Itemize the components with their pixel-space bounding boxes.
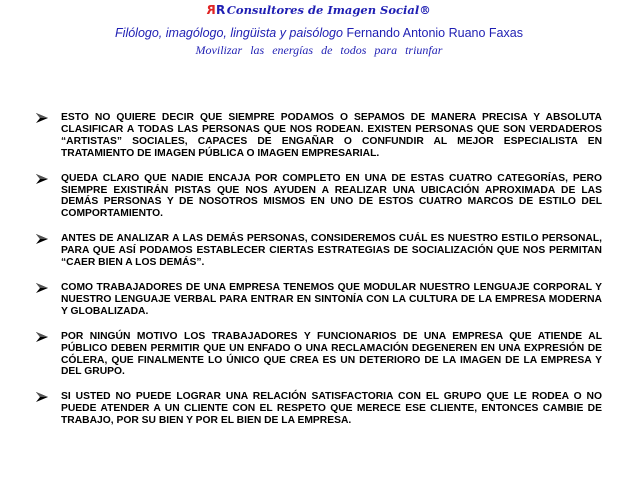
arrowhead-bullet-icon <box>36 332 48 342</box>
brand-line <box>0 3 638 17</box>
author-roles: Filólogo, imagólogo, lingüista y paisólogo <box>115 26 343 40</box>
slogan: Movilizar las energías de todos para triunfar <box>195 43 443 57</box>
arrowhead-bullet-icon <box>36 392 48 402</box>
bullet-item <box>36 331 602 379</box>
bullet-item <box>36 391 602 427</box>
arrowhead-bullet-icon <box>36 283 48 293</box>
brand-logo <box>207 3 225 17</box>
bullet-item <box>36 112 602 160</box>
arrowhead-bullet-icon <box>36 174 48 184</box>
bullet-item <box>36 233 602 269</box>
author-byline <box>0 26 638 41</box>
bullet-list <box>36 112 602 440</box>
author-name: Fernando Antonio Ruano Faxas <box>346 26 523 40</box>
bullet-text: POR NINGÚN MOTIVO LOS TRABAJADORES Y FUNCIONARIOS DE UNA EMPRESA QUE ATIENDE AL PÚBLICO DEBEN PERMITIR QUE UN ENFADO O UNA RECLAMACIÓN DEGENEREN EN UNA EXPRESIÓN DE CÓLERA, QUE FINALMENTE LO ÚNICO QUE CREA ES UN DETERIORO DE LA IMAGEN DE LA EMPRESA Y DEL GRUPO. <box>61 330 602 378</box>
arrowhead-bullet-icon <box>36 234 48 244</box>
arrowhead-bullet-icon <box>36 113 48 123</box>
bullet-item <box>36 282 602 318</box>
brand-name: Consultores de Imagen Social® <box>226 3 431 17</box>
bullet-text: QUEDA CLARO QUE NADIE ENCAJA POR COMPLETO EN UNA DE ESTAS CUATRO CATEGORÍAS, PERO SIEMPRE EXISTIRÁN PISTAS QUE NOS AYUDEN A REALIZAR UNA UBICACIÓN APROXIMADA DE LAS DEMÁS PERSONAS Y DE NOSOTROS MISMOS EN UNO DE ESTOS CUATRO MARCOS DE ESTILO DEL COMPORTAMIENTO. <box>61 172 602 220</box>
bullet-text: ESTO NO QUIERE DECIR QUE SIEMPRE PODAMOS O SEPAMOS DE MANERA PRECISA Y ABSOLUTA CLASIFICAR A TODAS LAS PERSONAS QUE NOS RODEAN. EXISTEN PERSONAS QUE SON VERDADEROS “ARTISTAS” SOCIALES, CAPACES DE ENGAÑAR O CONFUNDIR AL MEJOR ESPECIALISTA EN TRATAMIENTO DE IMAGEN PÚBLICA O IMAGEN EMPRESARIAL. <box>61 112 602 159</box>
bullet-text: ANTES DE ANALIZAR A LAS DEMÁS PERSONAS, CONSIDEREMOS CUÁL ES NUESTRO ESTILO PERSONAL, PARA QUE ASÍ PODAMOS ESTABLECER CIERTAS ESTRATEGIAS DE SOCIALIZACIÓN QUE NOS PERMITAN “CAER BIEN A LOS DEMÁS”. <box>61 233 602 269</box>
bullet-item <box>36 173 602 221</box>
bullet-text: COMO TRABAJADORES DE UNA EMPRESA TENEMOS QUE MODULAR NUESTRO LENGUAJE CORPORAL Y NUESTRO LENGUAJE VERBAL PARA ENTRAR EN SINTONÍA CON LA CULTURA DE LA EMPRESA MODERNA Y GLOBALIZADA. <box>61 281 602 317</box>
logo-letter-left: R <box>207 3 216 17</box>
logo-letter-right: R <box>216 3 225 17</box>
bullet-text: SI USTED NO PUEDE LOGRAR UNA RELACIÓN SATISFACTORIA CON EL GRUPO QUE LE RODEA O NO PUEDE ATENDER A UN CLIENTE CON EL RESPETO QUE MERECE ESE CLIENTE, ENTONCES CAMBIE DE TRABAJO, POR SU BIEN Y POR EL BIEN DE LA EMPRESA. <box>61 391 602 427</box>
